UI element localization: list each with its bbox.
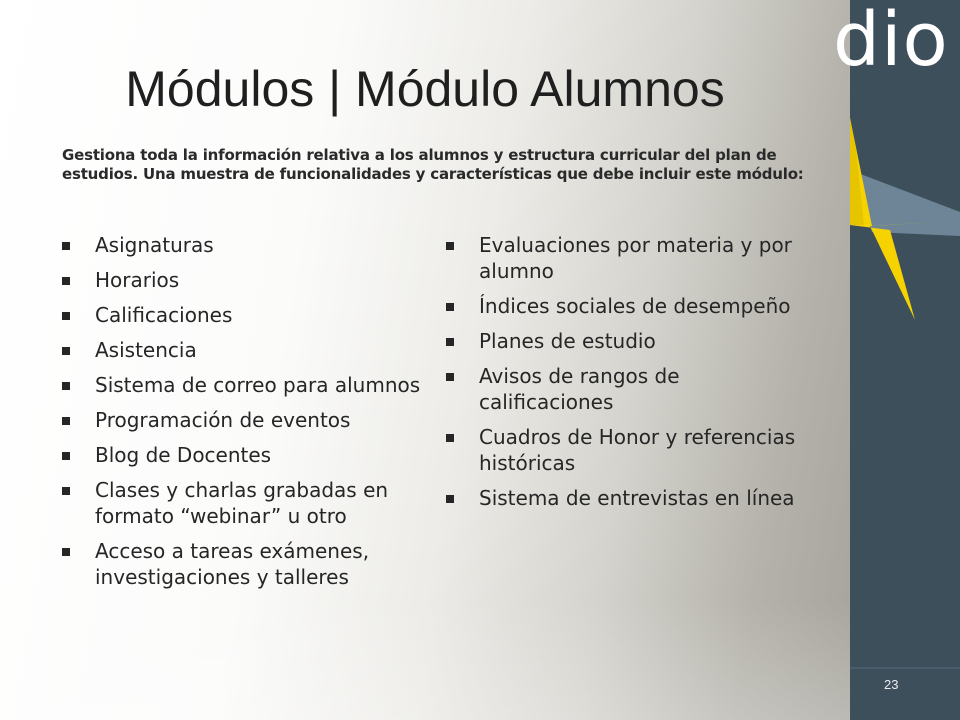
yellow-wedge-edge-shape [850, 118, 864, 225]
bullet-item-acceso-tareas [62, 538, 440, 590]
bullet-item-avisos-rangos [446, 363, 816, 415]
bullet-item-asignaturas [62, 232, 440, 258]
bullet-square-icon [62, 417, 70, 425]
bullet-item-calificaciones [62, 302, 440, 328]
bullet-text: Calificaciones [95, 303, 233, 327]
page-number: 23 [884, 677, 899, 692]
bullet-item-entrevistas [446, 485, 816, 511]
bullet-text: Cuadros de Honor y referencias históricas [479, 425, 796, 475]
bullet-square-icon [446, 434, 454, 442]
bullet-square-icon [62, 382, 70, 390]
bullet-text: Blog de Docentes [95, 443, 272, 467]
bullet-item-asistencia [62, 337, 440, 363]
bullet-text: Sistema de entrevistas en línea [479, 486, 795, 510]
intro-paragraph: Gestiona toda la información relativa a los alumnos y estructura curricular del plan de estudios. Una muestra de funcionalidades y características que debe incluir este módulo: [62, 146, 804, 183]
bullet-text: Programación de eventos [95, 408, 351, 432]
bullet-text: Evaluaciones por materia y por alumno [479, 233, 792, 283]
bullet-item-cuadros-honor [446, 424, 816, 476]
bullet-item-clases-webinar [62, 477, 440, 529]
bullet-square-icon [446, 303, 454, 311]
bullet-text: Avisos de rangos de calificaciones [479, 364, 680, 414]
bullet-text: Asistencia [95, 338, 197, 362]
bullet-text: Planes de estudio [479, 329, 656, 353]
bullet-text: Índices sociales de desempeño [479, 294, 791, 318]
bullet-item-programacion-eventos [62, 407, 440, 433]
bullet-item-blog-docentes [62, 442, 440, 468]
bullet-square-icon [62, 347, 70, 355]
bullet-square-icon [446, 338, 454, 346]
bullet-item-sistema-correo [62, 372, 440, 398]
bullet-square-icon [446, 495, 454, 503]
right-bullet-list [446, 232, 816, 520]
bullet-item-evaluaciones [446, 232, 816, 284]
bullet-text: Horarios [95, 268, 180, 292]
bullet-item-horarios [62, 267, 440, 293]
bullet-text: Acceso a tareas exámenes, investigaciones y talleres [95, 539, 370, 589]
left-bullet-list [62, 232, 440, 599]
bullet-square-icon [62, 277, 70, 285]
bullet-text: Clases y charlas grabadas en formato “webinar” u otro [95, 478, 389, 528]
bullet-square-icon [62, 452, 70, 460]
bullet-square-icon [62, 242, 70, 250]
bullet-item-planes-estudio [446, 328, 816, 354]
bullet-square-icon [446, 373, 454, 381]
bullet-square-icon [62, 312, 70, 320]
bullet-square-icon [62, 548, 70, 556]
bullet-square-icon [62, 487, 70, 495]
slide-title: Módulos | Módulo Alumnos [125, 61, 725, 117]
bullet-text: Asignaturas [95, 233, 214, 257]
logo-text-fragment: dio [833, 0, 949, 83]
bullet-text: Sistema de correo para alumnos [95, 373, 421, 397]
slide-background-fade [0, 600, 850, 720]
bullet-square-icon [446, 242, 454, 250]
bullet-item-indices-sociales [446, 293, 816, 319]
